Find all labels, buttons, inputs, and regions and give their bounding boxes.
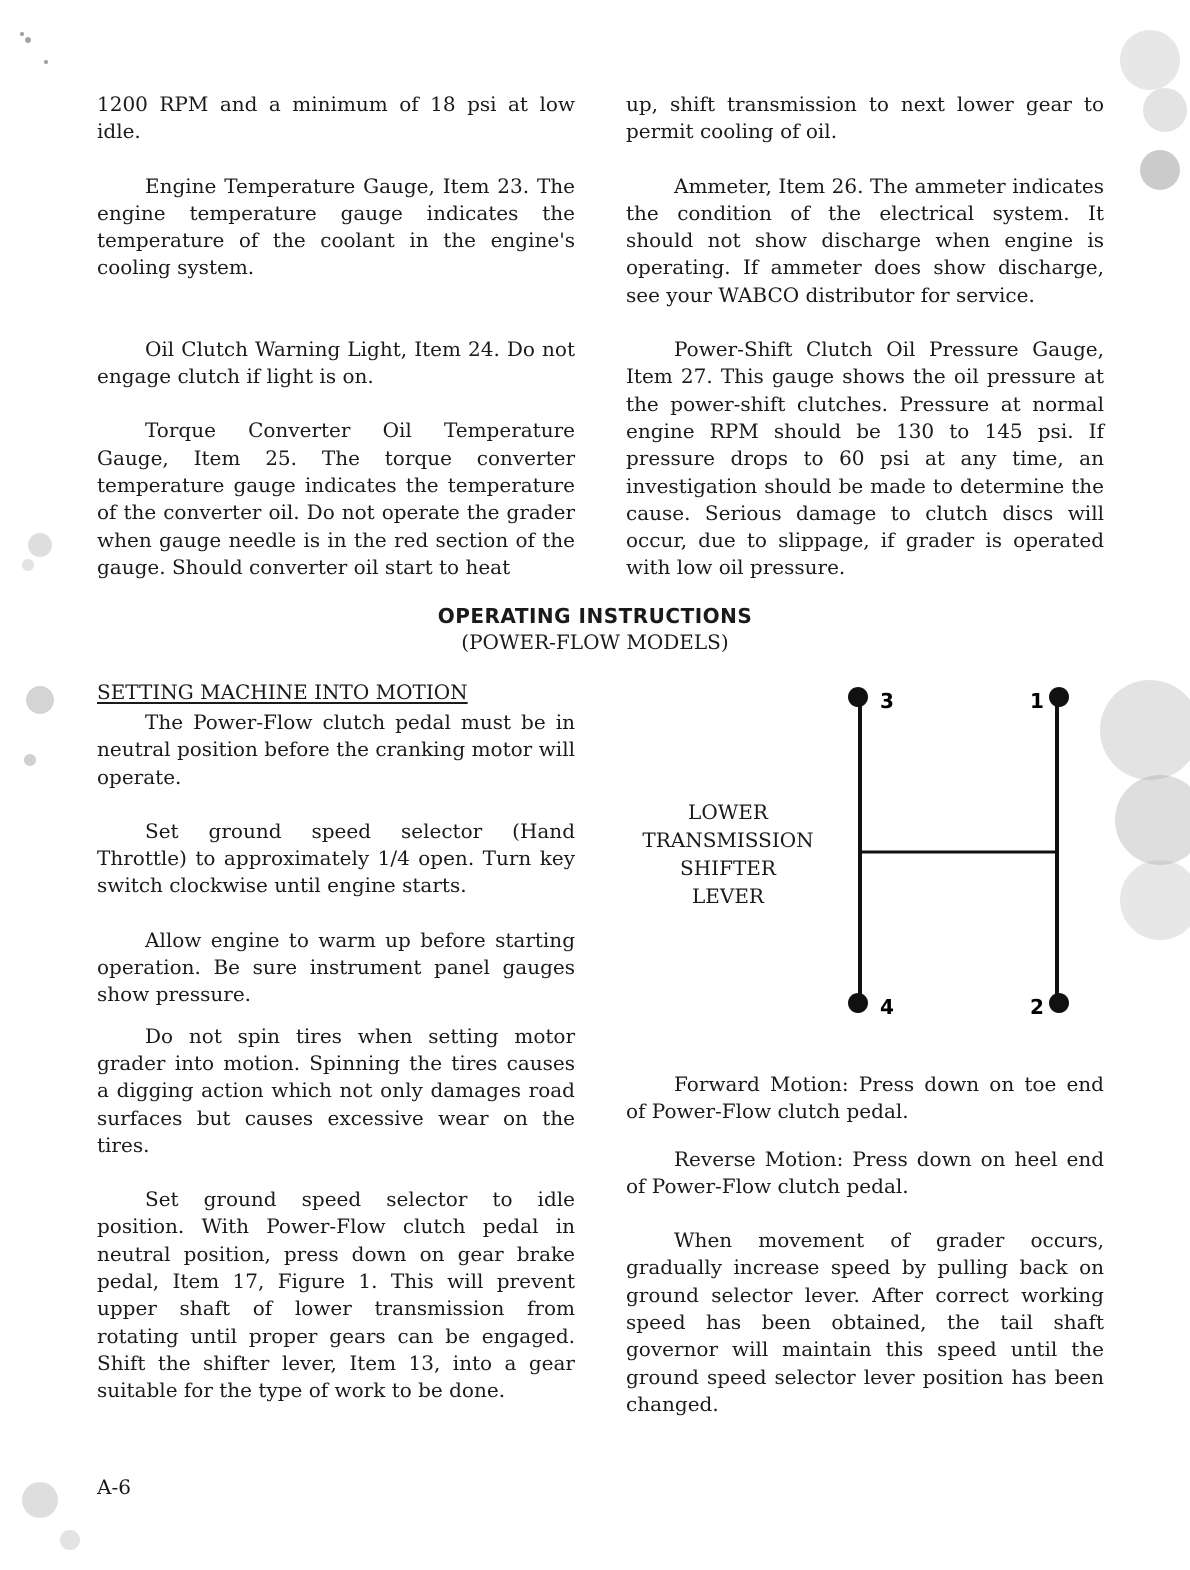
paragraph-reverse-motion: Reverse Motion: Press down on heel end of Power-Flow clutch pedal. — [626, 1146, 1104, 1198]
gear-label-2: 2 — [1030, 995, 1044, 1019]
setting-motion-heading: SETTING MACHINE INTO MOTION — [97, 680, 468, 704]
gear-position-4-dot — [848, 993, 868, 1013]
paragraph-engine-temp-gauge: Engine Temperature Gauge, Item 23. The engine temperature gauge indicates the temperature of the coolant in the engine's cooling system. — [97, 173, 575, 280]
section-title: OPERATING INSTRUCTIONS — [437, 604, 753, 628]
gear-label-4: 4 — [880, 995, 894, 1019]
page-number: A-6 — [97, 1475, 131, 1499]
paragraph-forward-motion: Forward Motion: Press down on toe end of Power-Flow clutch pedal. — [626, 1072, 1104, 1124]
paragraph-ground-speed-selector: Set ground speed selector (Hand Throttle) to approximately 1/4 open. Turn key switch clockwise until engine starts. — [97, 818, 575, 898]
paragraph-oil-clutch-light: Oil Clutch Warning Light, Item 24. Do not engage clutch if light is on. — [97, 336, 575, 389]
paragraph-torque-converter-gauge: Torque Converter Oil Temperature Gauge, Item 25. The torque converter temperature gauge indicates the temperature of the converter oil. Do not operate the grader when gauge needle is in the red section of the gauge. Should converter oil start to heat — [97, 418, 575, 579]
paragraph-warm-up: Allow engine to warm up before starting operation. Be sure instrument panel gauges show pressure. — [97, 927, 575, 1007]
gear-position-3-dot — [848, 687, 868, 707]
shifter-label-line: TRANSMISSION — [642, 828, 814, 852]
paragraph-ammeter: Ammeter, Item 26. The ammeter indicates the condition of the electrical system. It should not show discharge when engine is operating. If ammeter does show discharge, see your WABCO distributor for service. — [626, 173, 1104, 307]
gear-position-2-dot — [1049, 993, 1069, 1013]
shifter-label-line: LEVER — [692, 884, 764, 908]
paragraph-idle-position: Set ground speed selector to idle position. With Power-Flow clutch pedal in neutral position, press down on gear brake pedal, Item 17, Figure 1. This will prevent upper shaft of lower transmission from rotating until proper gears can be engaged. Shift the shifter lever, Item 13, into a gear suitable for the type of work to be done. — [97, 1187, 575, 1403]
gear-label-3: 3 — [880, 689, 894, 713]
shifter-label-line: LOWER — [688, 800, 768, 824]
paragraph-low-idle: 1200 RPM and a minimum of 18 psi at low idle. — [97, 92, 575, 144]
paragraph-do-not-spin: Do not spin tires when setting motor grader into motion. Spinning the tires causes a digging action which not only damages road surfaces but causes excessive wear on the tires. — [97, 1023, 575, 1157]
right-column-bottom — [626, 1071, 1104, 1418]
shifter-label-line: SHIFTER — [680, 856, 776, 880]
paragraph-grader-movement: When movement of grader occurs, gradually increase speed by pulling back on ground selector lever. After correct working speed has been obtained, the tail shaft governor will maintain this speed until the ground speed selector lever position has been changed. — [626, 1228, 1104, 1416]
gear-position-1-dot — [1049, 687, 1069, 707]
section-subtitle: (POWER-FLOW MODELS) — [461, 630, 729, 654]
paragraph-clutch-neutral: The Power-Flow clutch pedal must be in neutral position before the cranking motor will operate. — [97, 710, 575, 789]
paragraph-clutch-oil-pressure: Power-Shift Clutch Oil Pressure Gauge, Item 27. This gauge shows the oil pressure at the power-shift clutches. Pressure at normal engine RPM should be 130 to 145 psi. If pressure drops to 60 psi at any time, an investigation should be made to determine the cause. Serious damage to clutch discs will occur, due to slippage, if grader is operated with low oil pressure. — [626, 337, 1104, 580]
paragraph-shift-lower-gear: up, shift transmission to next lower gear to permit cooling of oil. — [626, 92, 1104, 144]
gear-label-1: 1 — [1030, 689, 1044, 713]
